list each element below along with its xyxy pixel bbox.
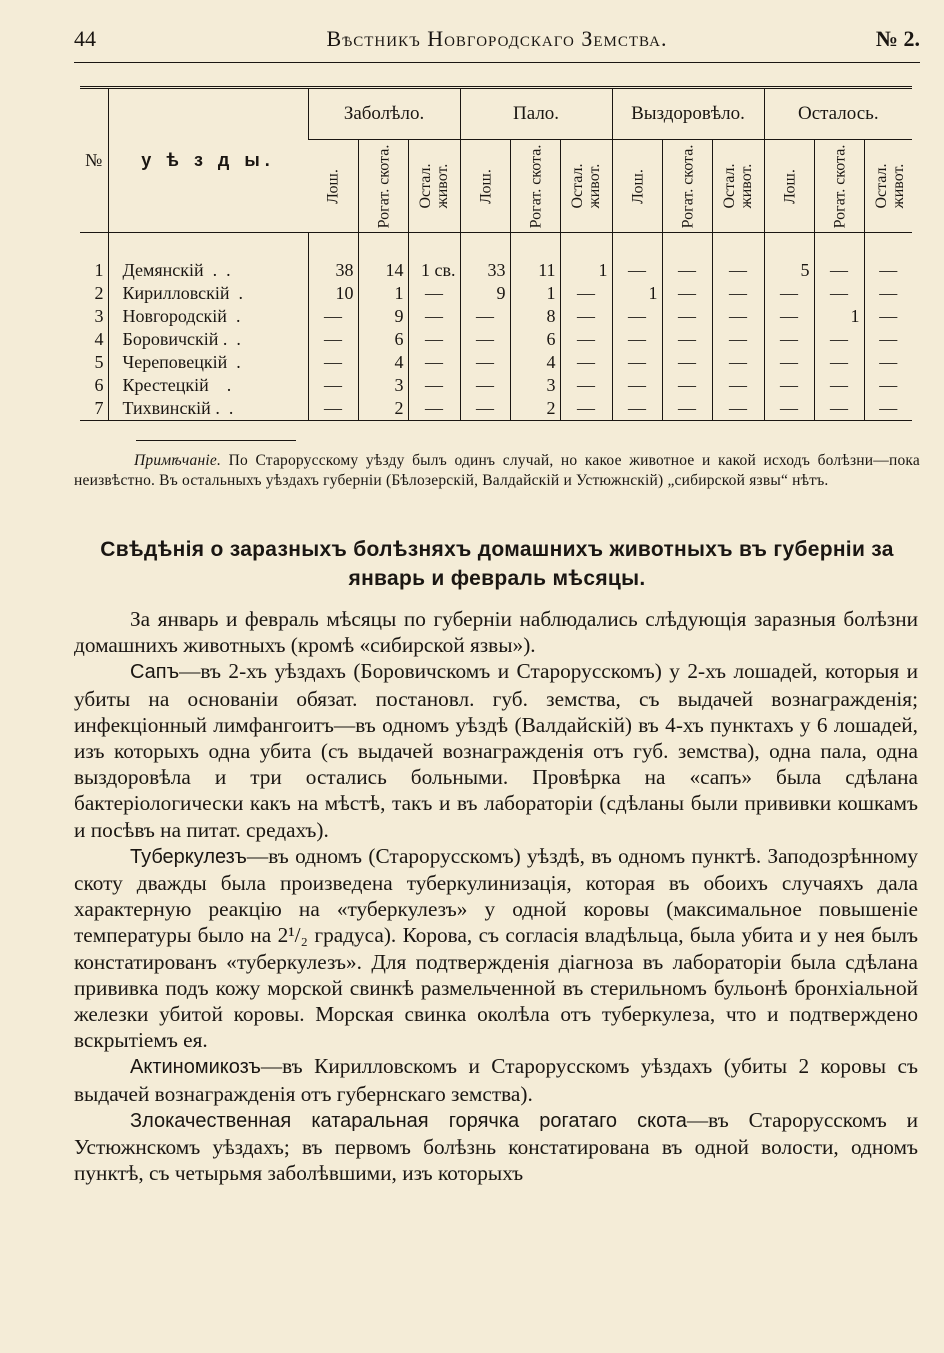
table-cell: —	[864, 328, 912, 351]
subcol-label: Лош.	[781, 168, 799, 204]
disease-term: Туберкулезъ	[130, 845, 247, 868]
note-text: По Старорусскому уѣзду былъ одинъ случай, но какое животное и какой исходъ болѣзни—пока неизвѣстно. Въ остальныхъ уѣздахъ губерніи (Бѣлозерскій, Валдайскій и Устюжнскій) „сибирской язвы“ нѣтъ.	[74, 452, 921, 489]
subcol-header	[864, 140, 912, 233]
subcol-label: Рогат. скота.	[375, 144, 392, 228]
table-cell: 10	[308, 282, 358, 305]
table-cell: —	[712, 374, 764, 397]
table-cell: —	[460, 328, 510, 351]
paragraph	[74, 1053, 918, 1106]
paragraph	[74, 843, 918, 1054]
issue-number: № 2.	[875, 26, 920, 51]
table-cell: —	[308, 374, 358, 397]
table-cell: —	[560, 305, 612, 328]
table-cell: —	[814, 328, 864, 351]
table-cell: —	[662, 282, 712, 305]
table-cell: 1	[358, 282, 408, 305]
table-cell: —	[308, 351, 358, 374]
table-cell: 1	[510, 282, 560, 305]
table-row	[80, 328, 912, 351]
statistics-table	[80, 86, 912, 421]
table-cell: —	[612, 328, 662, 351]
table-row	[80, 282, 912, 305]
table-cell: —	[864, 259, 912, 282]
table-cell: —	[764, 397, 814, 421]
district-name: Череповецкій .	[108, 351, 308, 374]
table-cell: —	[408, 328, 460, 351]
table-cell: —	[612, 305, 662, 328]
district-name: Демянскій . .	[108, 259, 308, 282]
table-cell: —	[408, 374, 460, 397]
table-cell: —	[308, 328, 358, 351]
table-cell: —	[814, 351, 864, 374]
running-header	[74, 24, 920, 58]
table-cell: —	[460, 397, 510, 421]
table-cell: 33	[460, 259, 510, 282]
district-name: Боровичскій . .	[108, 328, 308, 351]
table-cell: —	[864, 351, 912, 374]
subcol-header	[712, 140, 764, 233]
table-cell: —	[712, 351, 764, 374]
table-cell: —	[560, 282, 612, 305]
subcol-label: Рогат. скота.	[831, 144, 849, 228]
subcol-header	[460, 140, 510, 233]
table-cell: —	[662, 328, 712, 351]
subcol-label: Остал. живот.	[416, 163, 451, 209]
subcol-header	[814, 140, 864, 233]
table-cell: —	[408, 305, 460, 328]
table-cell: 6	[510, 328, 560, 351]
paragraph-text: За январь и февраль мѣсяцы по губерніи наблюдались слѣдующія заразныя болѣзни домашнихъ животныхъ (кромѣ «сибирской язвы»).	[74, 607, 918, 658]
table-row	[80, 305, 912, 328]
table-row	[80, 351, 912, 374]
subcol-header	[408, 140, 460, 233]
table-cell: —	[662, 351, 712, 374]
table-cell: —	[712, 397, 764, 421]
table-cell: 5	[764, 259, 814, 282]
table-cell: 8	[510, 305, 560, 328]
disease-term: Актиномикозъ	[130, 1056, 261, 1079]
paragraph	[74, 606, 918, 658]
table-cell: —	[460, 305, 510, 328]
page-number: 44	[74, 26, 96, 51]
subcol-label: Лош.	[629, 168, 647, 204]
table-cell: —	[814, 259, 864, 282]
table-cell: 2	[358, 397, 408, 421]
paragraph-text: —въ 2-хъ уѣздахъ (Боровичскомъ и Старорусскомъ) у 2-хъ лошадей, которыя и убиты на основаніи обязат. постановл. губ. земства, съ выдачей вознагражденія; инфекціонный лимфангоитъ—въ одномъ уѣздѣ (Валдайскій) въ 4-хъ пунктахъ у 6 лошадей, изъ которыхъ одна убита (съ выдачей вознагражденія отъ губ. земства), одна пала, одна выздоровѣла и три остались больными. Провѣрка на «сапъ» была сдѣлана бактеріологически какъ на мѣстѣ, такъ и въ лабораторіи (сдѣланы были прививки кошкамъ и посѣвъ на питат. средахъ).	[74, 659, 918, 842]
group-header-died: Пало.	[460, 88, 612, 140]
row-number: 1	[94, 260, 104, 280]
table-cell: 4	[358, 351, 408, 374]
disease-term: Сапъ	[130, 661, 180, 684]
table-cell: 9	[358, 305, 408, 328]
paragraph-text: —въ Старорусскомъ и Устюжнскомъ уѣздахъ; въ первомъ болѣзнь констатирована въ одной волости, одномъ пунктѣ, съ четырьмя заболѣвшими, изъ которыхъ	[74, 1107, 918, 1186]
table-cell: —	[764, 282, 814, 305]
note-rule	[136, 440, 296, 441]
subcol-label: Остал. живот.	[568, 163, 603, 209]
table-cell: —	[764, 374, 814, 397]
paragraph	[74, 658, 918, 842]
table-cell: —	[612, 259, 662, 282]
subcol-header	[308, 140, 358, 233]
table-cell: —	[612, 351, 662, 374]
table-row	[80, 397, 912, 421]
table-cell: —	[662, 259, 712, 282]
table-cell: —	[560, 351, 612, 374]
subcol-label: Остал. живот.	[720, 163, 755, 209]
subcol-label: Рогат. скота.	[679, 144, 697, 228]
table-cell: 14	[358, 259, 408, 282]
paragraph-text: —въ одномъ (Старорусскомъ) уѣздѣ, въ одномъ пунктѣ. Заподозрѣнному скоту дважды была произведена туберкулинизація, которая въ обоихъ случаяхъ дала характерную реакцію на «туберкулезъ» у одной коровы (максимальное повышеніе температуры было на 2¹/₂ градуса). Корова, съ согласія владѣльца, была убита и у нея былъ констатированъ «туберкулезъ». Для подтвержденія діагноза въ лабораторіи была сдѣлана прививка подъ кожу морской свинкѣ размельченной въ стерильномъ бульонѣ бронхіальной железки убитой коровы. Морская свинка околѣла отъ туберкулеза, что и подтверждено вскрытіемъ ея.	[74, 843, 918, 1053]
table-cell: —	[460, 374, 510, 397]
disease-term: Злокачественная катаральная горячка рогатаго скота	[130, 1109, 687, 1132]
table-cell: 3	[358, 374, 408, 397]
table-cell: —	[712, 282, 764, 305]
table-cell: —	[864, 397, 912, 421]
subcol-header	[358, 140, 408, 233]
group-header-sick: Заболѣло.	[308, 88, 460, 140]
paragraph	[74, 1107, 918, 1187]
table-cell: —	[560, 397, 612, 421]
subcol-header	[510, 140, 560, 233]
table-cell: —	[814, 282, 864, 305]
row-number: 6	[94, 375, 104, 395]
table-cell: 1 св.	[408, 259, 460, 282]
table-cell: —	[408, 282, 460, 305]
table-cell: —	[460, 351, 510, 374]
table-cell: 11	[510, 259, 560, 282]
district-name: Новгородскій .	[108, 305, 308, 328]
district-name: Кирилловскій .	[108, 282, 308, 305]
row-number: 5	[94, 352, 104, 372]
article-body	[74, 606, 918, 1186]
table-cell: —	[712, 305, 764, 328]
table-row	[80, 259, 912, 282]
table-cell: —	[864, 305, 912, 328]
subcol-header	[764, 140, 814, 233]
table-cell: —	[662, 374, 712, 397]
table-cell: 1	[612, 282, 662, 305]
table-cell: 1	[560, 259, 612, 282]
row-number: 4	[94, 329, 104, 349]
journal-title: Вѣстникъ Новгородскаго Земства.	[326, 26, 668, 51]
group-header-remaining: Осталось.	[764, 88, 912, 140]
table-cell: —	[408, 351, 460, 374]
district-name: Крестецкій .	[108, 374, 308, 397]
table-cell: —	[308, 397, 358, 421]
note-label: Примѣчаніе.	[134, 452, 222, 469]
table-cell: —	[308, 305, 358, 328]
table-cell: 2	[510, 397, 560, 421]
table-note	[74, 451, 920, 491]
table-cell: —	[814, 374, 864, 397]
table-cell: 6	[358, 328, 408, 351]
table-cell: —	[814, 397, 864, 421]
subcol-header	[560, 140, 612, 233]
table-cell: —	[560, 328, 612, 351]
district-name: Тихвинскій . .	[108, 397, 308, 421]
row-number: 3	[94, 306, 104, 326]
paragraph-text: —въ Кирилловскомъ и Старорусскомъ уѣздахъ (убиты 2 коровы съ выдачей вознагражденія отъ губернскаго земства).	[74, 1054, 918, 1106]
table-cell: —	[864, 374, 912, 397]
table-cell: —	[612, 397, 662, 421]
table-row	[80, 374, 912, 397]
header-rule	[74, 62, 920, 63]
table-cell: —	[662, 305, 712, 328]
subcol-label: Рогат. скота.	[527, 144, 545, 228]
table-cell: —	[408, 397, 460, 421]
col-header-district: у ѣ з д ы.	[108, 88, 308, 233]
table-cell: —	[764, 351, 814, 374]
table-cell: 4	[510, 351, 560, 374]
group-header-recovered: Выздоровѣло.	[612, 88, 764, 140]
table-cell: —	[712, 259, 764, 282]
table-cell: —	[560, 374, 612, 397]
table-cell: —	[712, 328, 764, 351]
subcol-label: Лош.	[324, 168, 342, 204]
table-cell: 9	[460, 282, 510, 305]
table-cell: 38	[308, 259, 358, 282]
subcol-header	[662, 140, 712, 233]
col-header-number: №	[80, 88, 108, 233]
table-cell: —	[662, 397, 712, 421]
table-cell: —	[764, 305, 814, 328]
subcol-label: Лош.	[477, 168, 495, 204]
table-cell: —	[612, 374, 662, 397]
table-cell: —	[764, 328, 814, 351]
subcol-header	[612, 140, 662, 233]
row-number: 7	[80, 397, 108, 421]
table-cell: 3	[510, 374, 560, 397]
table-cell: —	[864, 282, 912, 305]
table-cell: 1	[814, 305, 864, 328]
section-heading: Свѣдѣнія о заразныхъ болѣзняхъ домашнихъ животныхъ въ губерніи за январь и февраль мѣсяцы.	[100, 538, 894, 590]
row-number: 2	[94, 283, 104, 303]
subcol-label: Остал. живот.	[872, 163, 907, 209]
